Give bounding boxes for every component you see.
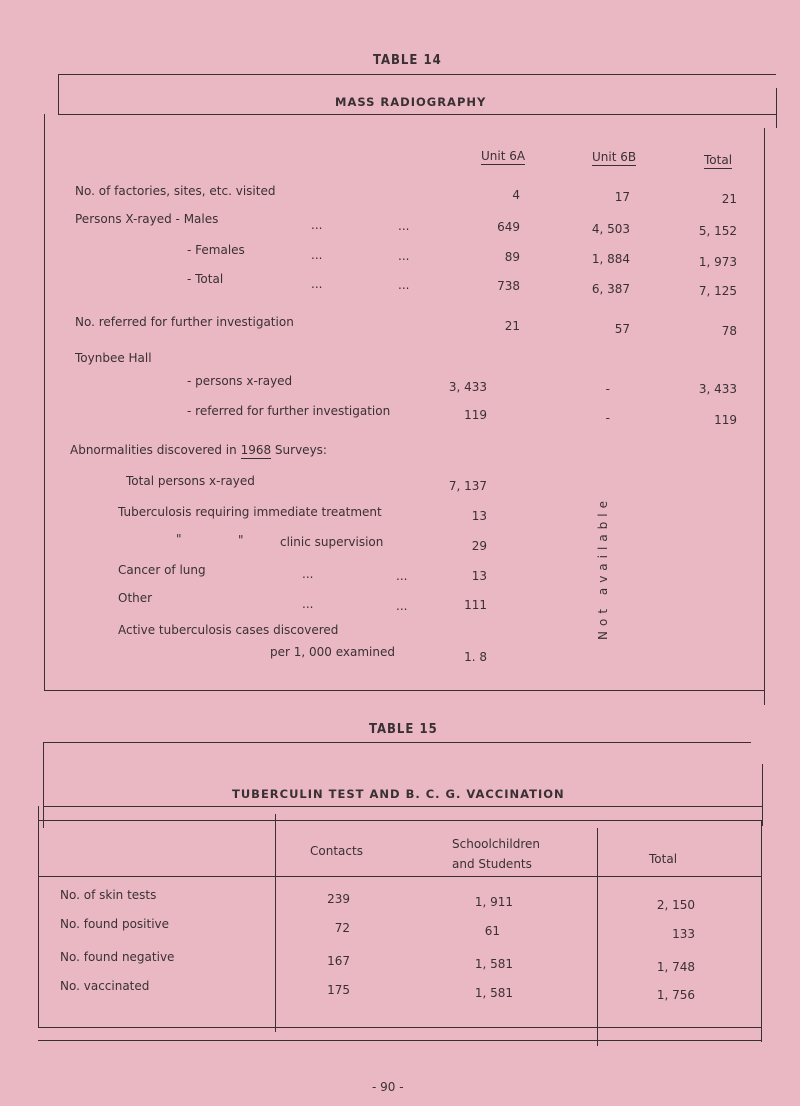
value-6a: 649 xyxy=(497,220,520,234)
value-contacts: 239 xyxy=(327,892,350,906)
row-label: No. found negative xyxy=(60,950,175,964)
value-6a: 1. 8 xyxy=(464,650,487,664)
value-6b: 6, 387 xyxy=(591,282,630,296)
value-total: 119 xyxy=(714,413,737,427)
dots: ... xyxy=(311,218,323,232)
table-14-title: TABLE 14 xyxy=(373,53,442,68)
row-label-other: Other xyxy=(118,591,153,605)
value-6a: 4 xyxy=(512,188,520,202)
value-6a: 89 xyxy=(504,250,520,264)
value-6b: - xyxy=(605,411,610,425)
value-6a: 738 xyxy=(497,279,520,293)
value-6a: 21 xyxy=(504,319,520,333)
dots: ... xyxy=(398,278,410,292)
page-number: - 90 - xyxy=(372,1080,404,1094)
column-header-schoolchildren: Schoolchildren xyxy=(452,837,540,851)
value-6a: 7, 137 xyxy=(448,479,487,493)
ditto-mark: " xyxy=(176,532,182,546)
column-header-and-students: and Students xyxy=(452,857,532,871)
value-contacts: 72 xyxy=(334,921,350,935)
row-label: No. vaccinated xyxy=(60,979,150,993)
not-available-note: Not available xyxy=(596,496,610,641)
column-header-contacts: Contacts xyxy=(310,844,363,858)
value-total: 5, 152 xyxy=(698,224,737,238)
value-total: 133 xyxy=(672,927,695,941)
value-6a: 29 xyxy=(471,539,487,553)
value-6b: 57 xyxy=(614,322,630,336)
value-schoolchildren: 61 xyxy=(484,924,500,938)
row-label-referred: No. referred for further investigation xyxy=(75,315,294,329)
row-label: No. found positive xyxy=(60,917,170,931)
column-header-unit-6a: Unit 6A xyxy=(481,149,526,163)
ditto-mark: " xyxy=(238,533,244,547)
value-6b: 1, 884 xyxy=(591,252,630,266)
value-6a: 13 xyxy=(471,569,487,583)
row-label-tb-clinic: clinic supervision xyxy=(280,535,384,549)
abnormalities-text-suffix: Surveys: xyxy=(271,443,327,457)
table-14-heading: MASS RADIOGRAPHY xyxy=(335,95,487,109)
row-label-total-xrayed: Total persons x-rayed xyxy=(126,474,255,488)
value-6a: 3, 433 xyxy=(448,380,487,394)
value-schoolchildren: 1, 581 xyxy=(474,957,513,971)
dots: ... xyxy=(311,277,323,291)
value-total: 3, 433 xyxy=(698,382,737,396)
dots: ... xyxy=(398,249,410,263)
dots: ... xyxy=(396,569,408,583)
row-label-tb-immediate: Tuberculosis requiring immediate treatment xyxy=(118,505,382,519)
row-label-persons-xrayed-males: Persons X-rayed - Males xyxy=(75,212,219,226)
value-total: 1, 973 xyxy=(698,255,737,269)
dots: ... xyxy=(396,599,408,613)
value-contacts: 175 xyxy=(327,983,350,997)
row-label-total: - Total xyxy=(187,272,224,286)
table-15-heading: TUBERCULIN TEST AND B. C. G. VACCINATION xyxy=(232,787,565,801)
value-schoolchildren: 1, 581 xyxy=(474,986,513,1000)
value-total: 7, 125 xyxy=(698,284,737,298)
row-label-sites-visited: No. of factories, sites, etc. visited xyxy=(75,184,276,198)
value-total: 2, 150 xyxy=(656,898,695,912)
row-label-toynbee-referred: - referred for further investigation xyxy=(187,404,391,418)
value-total: 1, 748 xyxy=(656,960,695,974)
value-total: 21 xyxy=(721,192,737,206)
column-header-total: Total xyxy=(704,153,733,167)
value-6a: 13 xyxy=(471,509,487,523)
row-label-active-tb: Active tuberculosis cases discovered xyxy=(118,623,339,637)
row-label: No. of skin tests xyxy=(60,888,157,902)
value-6b: - xyxy=(605,382,610,396)
column-header-unit-6b: Unit 6B xyxy=(592,150,637,164)
value-contacts: 167 xyxy=(327,954,350,968)
row-label-cancer-of-lung: Cancer of lung xyxy=(118,563,206,577)
value-6a: 119 xyxy=(464,408,487,422)
row-label-active-tb-per-1000: per 1, 000 examined xyxy=(270,645,395,659)
value-schoolchildren: 1, 911 xyxy=(474,895,513,909)
column-header-total: Total xyxy=(649,852,678,866)
value-6b: 4, 503 xyxy=(591,222,630,236)
value-6a: 111 xyxy=(464,598,487,612)
table-15-title: TABLE 15 xyxy=(369,722,438,737)
row-label-toynbee-xrayed: - persons x-rayed xyxy=(187,374,293,388)
row-label-females: - Females xyxy=(187,243,245,257)
dots: ... xyxy=(302,597,314,611)
abnormalities-text: Abnormalities discovered in xyxy=(70,443,241,457)
value-total: 1, 756 xyxy=(656,988,695,1002)
abnormalities-year: 1968 xyxy=(240,443,272,457)
value-total: 78 xyxy=(721,324,737,338)
value-6b: 17 xyxy=(614,190,630,204)
dots: ... xyxy=(311,248,323,262)
abnormalities-heading xyxy=(70,443,327,457)
dots: ... xyxy=(302,567,314,581)
row-label-toynbee-hall: Toynbee Hall xyxy=(75,351,152,365)
dots: ... xyxy=(398,219,410,233)
